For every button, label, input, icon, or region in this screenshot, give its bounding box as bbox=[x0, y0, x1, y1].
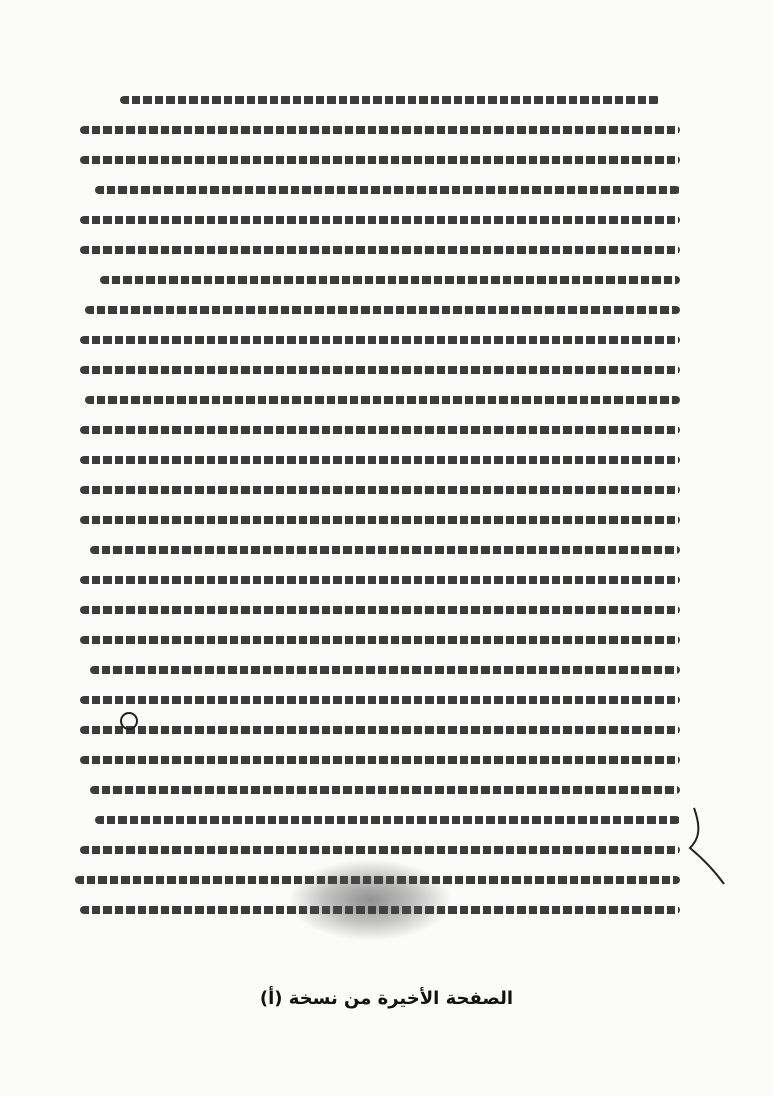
manuscript-line bbox=[70, 295, 680, 325]
circle-mark-icon bbox=[120, 712, 138, 730]
manuscript-line bbox=[70, 715, 680, 745]
manuscript-line bbox=[70, 325, 680, 355]
manuscript-line bbox=[70, 775, 680, 805]
manuscript-line bbox=[70, 745, 680, 775]
manuscript-line bbox=[70, 655, 680, 685]
manuscript-line bbox=[70, 595, 680, 625]
manuscript-line bbox=[70, 235, 680, 265]
manuscript-line bbox=[70, 265, 680, 295]
manuscript-line bbox=[70, 415, 680, 445]
manuscript-line bbox=[70, 85, 680, 115]
manuscript-line bbox=[70, 565, 680, 595]
manuscript-line bbox=[70, 115, 680, 145]
manuscript-line bbox=[70, 505, 680, 535]
page-caption: الصفحة الأخيرة من نسخة (أ) bbox=[259, 988, 514, 1009]
bracket-curve-icon bbox=[688, 800, 728, 890]
manuscript-line bbox=[70, 535, 680, 565]
manuscript-line bbox=[70, 385, 680, 415]
manuscript-line bbox=[70, 205, 680, 235]
manuscript-line bbox=[70, 475, 680, 505]
manuscript-line bbox=[70, 805, 680, 835]
manuscript-line bbox=[70, 355, 680, 385]
manuscript-line bbox=[70, 685, 680, 715]
ink-smudge bbox=[290, 860, 450, 940]
manuscript-text-block bbox=[70, 85, 680, 935]
manuscript-line bbox=[70, 445, 680, 475]
manuscript-line bbox=[70, 625, 680, 655]
manuscript-line bbox=[70, 175, 680, 205]
manuscript-line bbox=[70, 145, 680, 175]
